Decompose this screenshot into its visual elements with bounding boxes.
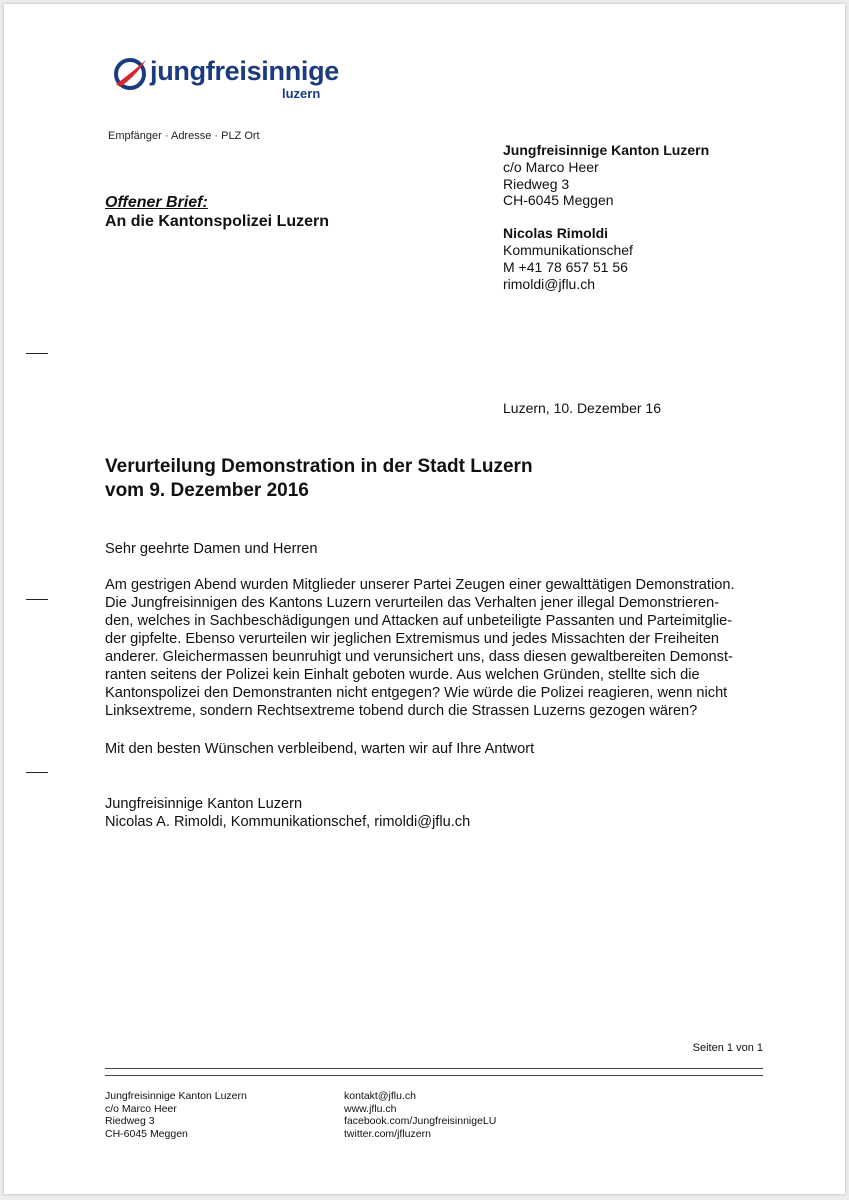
footer-email: kontakt@jflu.ch <box>344 1090 416 1102</box>
letter-date: Luzern, 10. Dezember 16 <box>503 400 661 416</box>
fold-mark-bottom <box>26 772 48 773</box>
sender-address-block <box>503 142 709 292</box>
letter-subject <box>105 193 329 231</box>
body-line: ranten seitens der Polizei kein Einhalt geboten wurde. Aus welchen Gründen, stellte sich die <box>105 667 700 683</box>
address-spacer <box>503 209 709 225</box>
contact-email: rimoldi@jflu.ch <box>503 275 596 292</box>
body-paragraph <box>105 576 765 720</box>
footer-twitter: twitter.com/jfluzern <box>344 1127 431 1140</box>
body-line: anderer. Gleichermassen beunruhigt und verunsichert uns, dass diesen gewaltbereiten Demonst- <box>105 649 733 665</box>
body-line: Linksextreme, sondern Rechtsextreme tobend durch die Strassen Luzerns gezogen wären? <box>105 703 698 719</box>
subject-line-1: Offener Brief: <box>105 194 208 211</box>
party-logo <box>112 54 352 104</box>
swoosh-icon <box>112 54 152 94</box>
address-street: Riedweg 3 <box>503 175 570 192</box>
body-line: Am gestrigen Abend wurden Mitglieder unserer Partei Zeugen einer gewalttätigen Demonstration. <box>105 577 735 593</box>
recipient-placeholder: Empfänger · Adresse · PLZ Ort <box>108 130 260 142</box>
footer-left-line: Jungfreisinnige Kanton Luzern <box>105 1090 247 1102</box>
letter-page <box>4 4 845 1194</box>
page-count: Seiten 1 von 1 <box>692 1042 763 1054</box>
contact-name: Nicolas Rimoldi <box>503 225 609 242</box>
footer-left-line: c/o Marco Heer <box>105 1102 177 1115</box>
logo-name: jungfreisinnige <box>150 56 340 86</box>
address-org: Jungfreisinnige Kanton Luzern <box>503 142 710 158</box>
footer-left-line: Riedweg 3 <box>105 1115 155 1127</box>
footer-contacts <box>344 1090 496 1140</box>
signature-org: Jungfreisinnige Kanton Luzern <box>105 796 303 812</box>
body-line: den, welches in Sachbeschädigungen und Attacken auf unbeteiligte Passanten und Parteimitglie- <box>105 613 733 629</box>
contact-phone: M +41 78 657 51 56 <box>503 258 628 275</box>
body-line: der gipfelte. Ebenso verurteilen wir jeglichen Extremismus und jedes Missachten der Freiheiten <box>105 631 720 647</box>
closing-line: Mit den besten Wünschen verbleibend, warten wir auf Ihre Antwort <box>105 741 535 757</box>
contact-role: Kommunikationschef <box>503 241 633 258</box>
footer-website: www.jflu.ch <box>344 1102 397 1115</box>
logo-sub: luzern <box>282 86 321 101</box>
subject-line-2: An die Kantonspolizei Luzern <box>105 213 330 230</box>
fold-mark-middle <box>26 599 48 600</box>
footer-rule-2 <box>105 1075 763 1076</box>
greeting: Sehr geehrte Damen und Herren <box>105 541 318 557</box>
footer-facebook: facebook.com/JungfreisinnigeLU <box>344 1115 497 1127</box>
letter-title <box>105 455 533 503</box>
footer-address <box>105 1090 247 1140</box>
signature-block <box>105 795 470 831</box>
title-line-2: vom 9. Dezember 2016 <box>105 480 309 501</box>
body-line: Die Jungfreisinnigen des Kantons Luzern verurteilen das Verhalten jener illegal Demonstrieren- <box>105 595 720 611</box>
footer-left-line: CH-6045 Meggen <box>105 1127 188 1140</box>
footer-rule-1 <box>105 1068 763 1069</box>
signature-person: Nicolas A. Rimoldi, Kommunikationschef, rimoldi@jflu.ch <box>105 814 471 830</box>
fold-mark-top <box>26 353 48 354</box>
body-line: Kantonspolizei den Demonstranten nicht entgegen? Wie würde die Polizei reagieren, wenn nicht <box>105 685 728 701</box>
title-line-1: Verurteilung Demonstration in der Stadt Luzern <box>105 456 533 477</box>
address-co: c/o Marco Heer <box>503 158 599 175</box>
address-city: CH-6045 Meggen <box>503 192 614 209</box>
